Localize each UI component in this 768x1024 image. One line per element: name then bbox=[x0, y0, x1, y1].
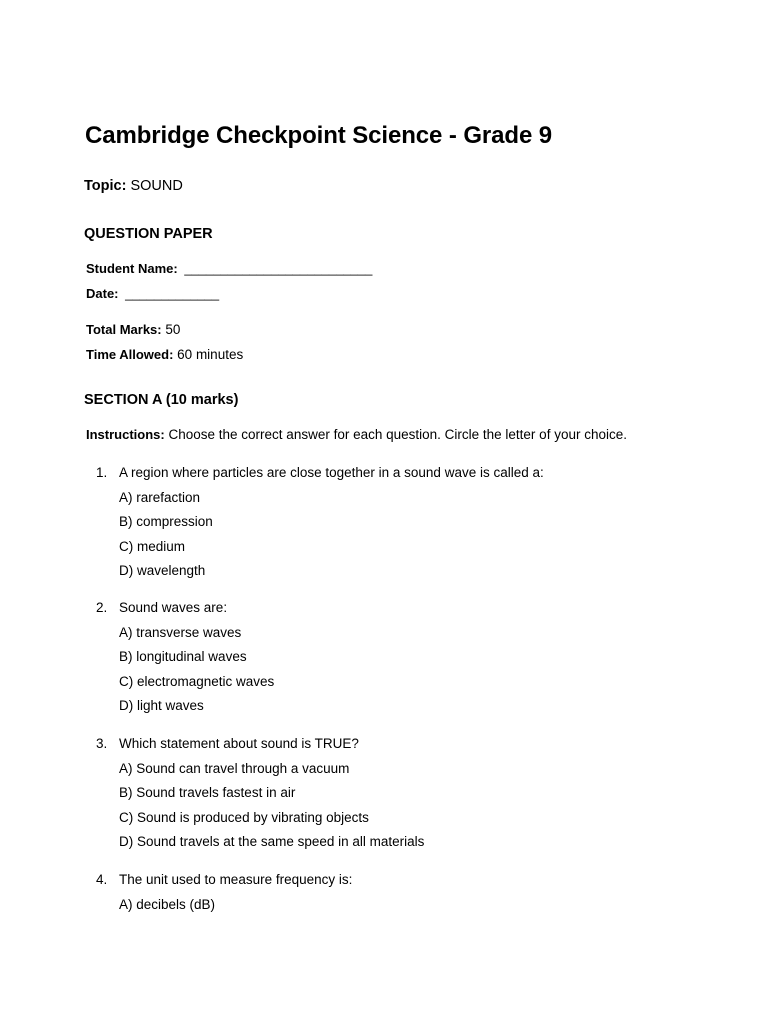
answer-option: A) rarefaction bbox=[119, 489, 201, 505]
answer-option: D) Sound travels at the same speed in all materials bbox=[119, 834, 425, 849]
time-allowed-line bbox=[86, 347, 243, 362]
answer-option: B) Sound travels fastest in air bbox=[119, 785, 296, 800]
answer-option: C) electromagnetic waves bbox=[119, 673, 275, 689]
time-allowed-value: 60 minutes bbox=[177, 347, 244, 362]
question-4 bbox=[96, 872, 696, 921]
question-stem bbox=[96, 465, 696, 490]
question-number: 2. bbox=[96, 600, 108, 615]
date-field bbox=[86, 286, 219, 301]
total-marks-label: Total Marks: bbox=[86, 322, 162, 337]
answer-option: B) compression bbox=[119, 514, 213, 529]
topic-line bbox=[84, 178, 183, 194]
student-name-field bbox=[86, 261, 372, 276]
question-stem bbox=[96, 600, 696, 625]
student-name-blank: __________________________ bbox=[184, 261, 373, 276]
question-1 bbox=[96, 465, 696, 588]
section-heading: SECTION A (10 marks) bbox=[84, 392, 239, 408]
date-label: Date: bbox=[86, 286, 119, 301]
topic-value: SOUND bbox=[130, 178, 183, 194]
instructions bbox=[86, 427, 627, 442]
question-text: Which statement about sound is TRUE? bbox=[119, 736, 359, 751]
answer-option: A) Sound can travel through a vacuum bbox=[119, 760, 350, 776]
question-2 bbox=[96, 600, 696, 723]
answer-option: A) transverse waves bbox=[119, 624, 242, 640]
question-number: 1. bbox=[96, 465, 108, 480]
paper-heading: QUESTION PAPER bbox=[84, 226, 213, 242]
question-3 bbox=[96, 736, 696, 859]
answer-option: D) light waves bbox=[119, 698, 204, 713]
document-title: Cambridge Checkpoint Science - Grade 9 bbox=[85, 122, 553, 149]
question-text: The unit used to measure frequency is: bbox=[119, 872, 353, 887]
answer-option: C) medium bbox=[119, 538, 186, 554]
answer-option: A) decibels (dB) bbox=[119, 896, 216, 912]
question-number: 4. bbox=[96, 872, 108, 887]
answer-option: D) wavelength bbox=[119, 563, 206, 578]
answer-option: C) Sound is produced by vibrating objects bbox=[119, 809, 369, 825]
question-stem bbox=[96, 736, 696, 761]
instructions-label: Instructions: bbox=[86, 427, 165, 442]
student-name-label: Student Name: bbox=[86, 261, 178, 276]
time-allowed-label: Time Allowed: bbox=[86, 347, 174, 362]
total-marks-value: 50 bbox=[165, 322, 181, 337]
total-marks-line bbox=[86, 322, 180, 337]
instructions-text: Choose the correct answer for each question. Circle the letter of your choice. bbox=[168, 427, 627, 442]
date-blank: _____________ bbox=[125, 286, 220, 301]
question-number: 3. bbox=[96, 736, 108, 751]
topic-label: Topic: bbox=[84, 178, 127, 194]
answer-option: B) longitudinal waves bbox=[119, 649, 247, 664]
question-text: A region where particles are close together in a sound wave is called a: bbox=[119, 465, 544, 480]
question-text: Sound waves are: bbox=[119, 600, 228, 615]
question-stem bbox=[96, 872, 696, 897]
